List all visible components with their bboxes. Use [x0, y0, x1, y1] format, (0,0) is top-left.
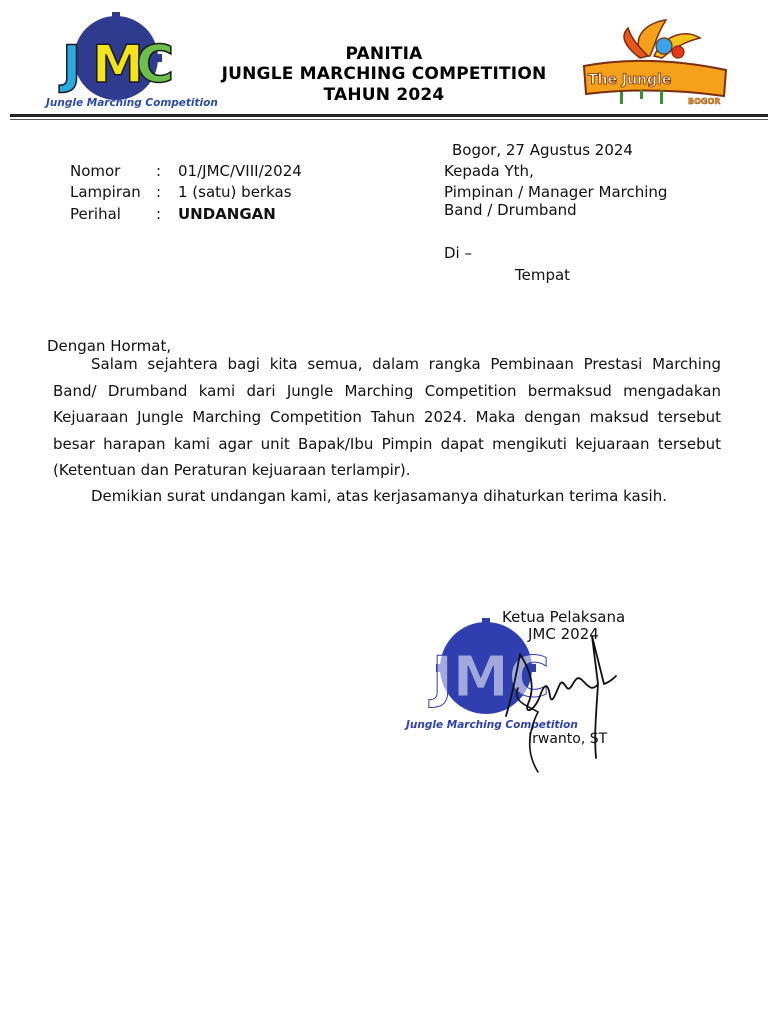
meta-value: 01/JMC/VIII/2024 — [178, 162, 302, 180]
jmc-logo-tagline: Jungle Marching Competition — [46, 97, 218, 109]
heading-year: TAHUN 2024 — [323, 85, 445, 105]
hanging-vines-icon — [620, 90, 663, 104]
paragraph-line: besar harapan kami agar unit Bapak/Ibu Pimpin dapat mengikuti kejuaraan tersebut — [53, 435, 721, 453]
svg-text:Jungle Marching Competition: Jungle Marching Competition — [406, 719, 578, 731]
signatory-org: JMC 2024 — [528, 625, 599, 643]
meta-value: UNDANGAN — [178, 205, 276, 223]
meta-label: Lampiran — [70, 183, 141, 201]
paragraph-line: Kejuaraan Jungle Marching Competition Tahun 2024. Maka dengan maksud tersebut — [53, 408, 721, 426]
meta-colon: : — [156, 183, 162, 201]
header-rule-thick — [10, 114, 768, 117]
signatory-position: Ketua Pelaksana — [502, 608, 626, 626]
signatory-name: Irwanto, ST — [528, 731, 608, 747]
svg-text:BOGOR: BOGOR — [688, 97, 721, 106]
handwritten-signature — [498, 626, 622, 774]
salutation: Dengan Hormat, — [47, 337, 172, 355]
paragraph-line: Band/ Drumband kami dari Jungle Marching Competition bermaksud mengadakan — [53, 382, 721, 400]
header-rule-thin — [10, 119, 768, 120]
meta-colon: : — [156, 205, 162, 223]
paragraph-line: (Ketentuan dan Peraturan kejuaraan terlampir). — [53, 461, 411, 479]
meta-colon: : — [156, 162, 162, 180]
paragraph-line: Salam sejahtera bagi kita semua, dalam rangka Pembinaan Prestasi Marching — [91, 355, 721, 373]
svg-text:The Jungle: The Jungle — [588, 72, 672, 88]
jmc-logo — [44, 12, 218, 112]
svg-text:JMC: JMC — [432, 645, 550, 710]
recipient-title: Pimpinan / Manager Marching — [444, 183, 668, 201]
meta-label: Nomor — [70, 162, 121, 180]
recipient-greeting: Kepada Yth, — [444, 162, 534, 180]
closing-paragraph: Demikian surat undangan kami, atas kerjasamanya dihaturkan terima kasih. — [91, 487, 667, 505]
jmc-logo-c: C — [136, 35, 175, 95]
meta-label: Perihal — [70, 205, 121, 223]
recipient-di: Di – — [444, 244, 472, 262]
recipient-title-cont: Band / Drumband — [444, 201, 577, 219]
jmc-logo-j: J — [62, 35, 82, 95]
jmc-logo-m: M — [92, 35, 144, 95]
recipient-tempat: Tempat — [515, 266, 571, 284]
meta-value: 1 (satu) berkas — [178, 183, 292, 201]
place-date: Bogor, 27 Agustus 2024 — [452, 141, 633, 159]
heading-event-name: JUNGLE MARCHING COMPETITION — [221, 64, 547, 84]
heading-panitia: PANITIA — [345, 44, 423, 64]
the-jungle-logo — [580, 16, 730, 108]
